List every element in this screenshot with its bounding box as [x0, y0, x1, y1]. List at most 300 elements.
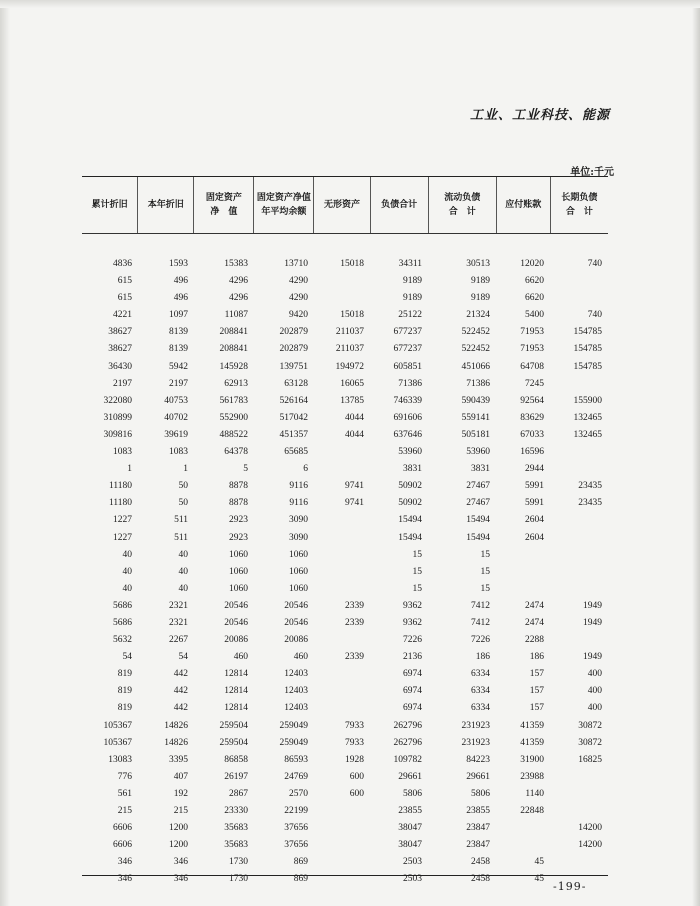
- table-cell: 5400: [525, 310, 544, 321]
- table-row: [82, 393, 608, 410]
- table-cell: 9741: [345, 498, 364, 509]
- table-row: [82, 444, 608, 461]
- table-cell: 202879: [279, 327, 308, 338]
- table-cell: 11180: [108, 481, 132, 492]
- table-cell: 1097: [169, 310, 188, 321]
- table-cell: 8139: [169, 344, 188, 355]
- table-cell: 7412: [471, 600, 490, 611]
- table-cell: 2570: [289, 788, 308, 799]
- table-row: [82, 581, 608, 598]
- table-cell: [550, 786, 608, 803]
- table-cell: 615: [117, 276, 132, 287]
- table-cell: 9420: [289, 310, 308, 321]
- table-cell: 4044: [345, 412, 364, 423]
- table-cell: [314, 547, 370, 564]
- table-cell: 2267: [169, 635, 188, 646]
- table-cell: 54: [178, 652, 188, 663]
- table-row: [82, 495, 608, 512]
- table-cell: 13083: [108, 754, 132, 765]
- table-cell: 54: [122, 652, 132, 663]
- table-cell: 45: [534, 857, 544, 868]
- table-header-rule: [82, 233, 608, 234]
- table-cell: 4044: [345, 429, 364, 440]
- table-row: [82, 478, 608, 495]
- table-cell: 1060: [289, 583, 308, 594]
- table-cell: 13785: [340, 395, 364, 406]
- table-cell: 460: [233, 652, 248, 663]
- table-cell: 6334: [471, 703, 490, 714]
- table-cell: 40: [178, 583, 188, 594]
- table-cell: 84223: [466, 754, 490, 765]
- table-cell: 12403: [284, 703, 308, 714]
- table-cell: 511: [174, 515, 188, 526]
- table-cell: 5686: [113, 617, 132, 628]
- table-cell: 62913: [224, 378, 248, 389]
- table-row: [82, 820, 608, 837]
- table-cell: 1949: [583, 652, 602, 663]
- table-cell: 208841: [219, 344, 248, 355]
- table-cell: 691606: [393, 412, 422, 423]
- scan-edge-left: [0, 0, 10, 906]
- table-cell: 552900: [219, 412, 248, 423]
- table-cell: 35683: [224, 840, 248, 851]
- table-cell: [550, 512, 608, 529]
- table-cell: 9362: [403, 617, 422, 628]
- table-cell: 7933: [345, 720, 364, 731]
- table-cell: 1: [127, 464, 132, 475]
- table-cell: 3831: [403, 464, 422, 475]
- table-cell: 4290: [289, 276, 308, 287]
- table-cell: 400: [587, 686, 602, 697]
- table-row: [82, 700, 608, 717]
- table-cell: 1060: [229, 583, 248, 594]
- table-row: [82, 461, 608, 478]
- table-cell: 40702: [164, 412, 188, 423]
- table-cell: 496: [173, 293, 188, 304]
- table-cell: 30513: [466, 259, 490, 269]
- table-cell: 14826: [164, 737, 188, 748]
- table-cell: 9189: [471, 276, 490, 287]
- table-cell: 488522: [219, 429, 248, 440]
- table-cell: [314, 666, 370, 683]
- table-cell: [550, 803, 608, 820]
- table-cell: 460: [293, 652, 308, 663]
- table-cell: 2503: [403, 857, 422, 868]
- table-cell: 776: [117, 771, 132, 782]
- table-cell: 400: [587, 703, 602, 714]
- table-cell: 3090: [289, 515, 308, 526]
- table-cell: 605851: [393, 361, 422, 372]
- table-cell: 24769: [284, 771, 308, 782]
- table-cell: 407: [173, 771, 188, 782]
- table-cell: 590439: [461, 395, 490, 406]
- table-cell: 23855: [466, 806, 490, 816]
- table-cell: [496, 547, 550, 564]
- table-cell: 53960: [398, 447, 422, 458]
- table-row: [82, 307, 608, 324]
- table-cell: 38627: [108, 344, 132, 355]
- table-cell: 211037: [335, 344, 364, 355]
- table-cell: 1730: [229, 857, 248, 868]
- table-cell: 20546: [224, 600, 248, 611]
- table-cell: 9189: [403, 293, 422, 304]
- table-cell: 5806: [471, 788, 490, 799]
- section-title: 工业、工业科技、能源: [469, 108, 610, 123]
- table-cell: 40: [122, 566, 132, 577]
- table-row: [82, 256, 608, 273]
- table-cell: 2197: [169, 378, 188, 389]
- table-cell: 15018: [340, 259, 364, 269]
- table-row: [82, 632, 608, 649]
- table-cell: 15383: [224, 259, 248, 269]
- table-cell: 2923: [229, 532, 248, 543]
- table-cell: 67033: [520, 429, 544, 440]
- table-cell: 21324: [466, 310, 490, 321]
- table-cell: 231923: [461, 737, 490, 748]
- table-cell: 2867: [229, 788, 248, 799]
- table-cell: 869: [293, 857, 308, 868]
- table-cell: 31900: [520, 754, 544, 765]
- table-cell: 1060: [289, 549, 308, 560]
- table-cell: 14826: [164, 720, 188, 731]
- column-header: 流动负债 合 计: [429, 177, 497, 233]
- column-header: 固定资产净值 年平均余额: [254, 177, 314, 233]
- table-cell: 517042: [279, 412, 308, 423]
- table-cell: 15: [480, 549, 490, 560]
- table-cell: 12814: [224, 703, 248, 714]
- table-cell: 1060: [229, 549, 248, 560]
- table-cell: 1200: [169, 840, 188, 851]
- table-cell: 25122: [398, 310, 422, 321]
- table-cell: 5806: [403, 788, 422, 799]
- scan-edge-right: [692, 0, 700, 906]
- table-cell: 37656: [284, 823, 308, 834]
- table-row: [82, 564, 608, 581]
- table-row: [82, 718, 608, 735]
- table-cell: 2197: [113, 378, 132, 389]
- table-cell: 20546: [284, 600, 308, 611]
- table-cell: 39619: [164, 429, 188, 440]
- table-cell: 14200: [578, 840, 602, 851]
- table-cell: 746339: [393, 395, 422, 406]
- table-cell: 41359: [520, 737, 544, 748]
- table-cell: 192: [173, 788, 188, 799]
- page-number: -199-: [553, 880, 587, 893]
- table-cell: 15: [480, 583, 490, 594]
- table-row: [82, 410, 608, 427]
- table-cell: 2474: [525, 600, 544, 611]
- column-header: 长期负债 合 计: [561, 193, 598, 217]
- table-cell: [550, 461, 608, 478]
- table-cell: 15: [412, 583, 422, 594]
- table-cell: [314, 564, 370, 581]
- table-cell: 2458: [471, 857, 490, 868]
- table-cell: 64708: [520, 361, 544, 372]
- table-cell: 309816: [103, 429, 132, 440]
- table-cell: [550, 547, 608, 564]
- table-cell: 3831: [471, 464, 490, 475]
- table-cell: 6974: [403, 686, 422, 697]
- table-cell: 442: [173, 686, 188, 697]
- table-cell: 819: [117, 669, 132, 680]
- column-header: 固定资产 净 值: [194, 177, 254, 233]
- table-cell: 16065: [340, 378, 364, 389]
- table-cell: 1060: [289, 566, 308, 577]
- table-cell: 11180: [108, 498, 132, 509]
- table-cell: 5991: [525, 498, 544, 509]
- table-cell: 819: [117, 686, 132, 697]
- table-cell: [550, 564, 608, 581]
- table-cell: 522452: [461, 344, 490, 355]
- table-cell: 2339: [345, 600, 364, 611]
- table-cell: 2339: [345, 617, 364, 628]
- table-cell: 6974: [403, 669, 422, 680]
- table-cell: 20546: [224, 617, 248, 628]
- table-cell: 208841: [219, 327, 248, 338]
- table-row: [82, 666, 608, 683]
- table-row: [82, 427, 608, 444]
- table-cell: 71386: [466, 378, 490, 389]
- table-cell: 231923: [461, 720, 490, 731]
- table-cell: [314, 290, 370, 307]
- table-cell: 1140: [525, 788, 544, 799]
- table-cell: 259049: [279, 720, 308, 731]
- table-cell: 45: [534, 874, 544, 885]
- table-cell: 511: [174, 532, 188, 543]
- table-cell: 637646: [393, 429, 422, 440]
- table-cell: 23435: [578, 498, 602, 509]
- table-cell: 154785: [573, 361, 602, 372]
- table-cell: 2604: [525, 515, 544, 526]
- table-cell: [314, 683, 370, 700]
- table-cell: 211037: [335, 327, 364, 338]
- table-cell: [550, 444, 608, 461]
- table-cell: 561: [117, 788, 132, 799]
- table-cell: 1730: [229, 874, 248, 885]
- table-cell: 9116: [289, 481, 308, 492]
- table-cell: 92564: [520, 395, 544, 406]
- table-cell: [496, 820, 550, 837]
- table-cell: 9189: [403, 276, 422, 287]
- table-cell: 5: [243, 464, 248, 475]
- table-cell: 7412: [471, 617, 490, 628]
- table-cell: 29661: [398, 771, 422, 782]
- table-cell: 310899: [103, 412, 132, 423]
- table-cell: 400: [587, 669, 602, 680]
- table-cell: 4296: [229, 276, 248, 287]
- table-cell: 740: [587, 259, 602, 269]
- table-cell: 23847: [466, 840, 490, 851]
- table-cell: 1083: [113, 447, 132, 458]
- table-row: [82, 786, 608, 803]
- table-cell: [550, 854, 608, 871]
- table-row: [82, 512, 608, 529]
- table-cell: 2321: [169, 600, 188, 611]
- table-cell: 4290: [289, 293, 308, 304]
- table-cell: [314, 461, 370, 478]
- table-cell: 64378: [224, 447, 248, 458]
- table-cell: 15494: [398, 532, 422, 543]
- table-cell: 2923: [229, 515, 248, 526]
- table-cell: 40: [122, 549, 132, 560]
- table-cell: 1: [183, 464, 188, 475]
- table-cell: [496, 837, 550, 854]
- table-cell: 194972: [335, 361, 364, 372]
- table-cell: 71953: [520, 344, 544, 355]
- table-cell: [550, 376, 608, 393]
- table-cell: 262796: [393, 720, 422, 731]
- table-cell: 559141: [461, 412, 490, 423]
- table-cell: 12814: [224, 686, 248, 697]
- table-cell: 2136: [403, 652, 422, 663]
- table-cell: [550, 530, 608, 547]
- table-row: [82, 290, 608, 307]
- table-cell: 215: [117, 806, 132, 816]
- table-cell: 5686: [113, 600, 132, 611]
- table-cell: 15018: [340, 310, 364, 321]
- table-cell: [314, 444, 370, 461]
- table-cell: [550, 581, 608, 598]
- table-cell: 30872: [578, 720, 602, 731]
- table-cell: 6334: [471, 686, 490, 697]
- table-cell: 37656: [284, 840, 308, 851]
- column-header: 无形资产: [314, 177, 370, 233]
- table-cell: 322080: [103, 395, 132, 406]
- table-cell: [314, 854, 370, 871]
- column-header: 本年折旧: [138, 177, 194, 233]
- table-cell: 740: [587, 310, 602, 321]
- table-cell: 1949: [583, 617, 602, 628]
- table-cell: 15: [412, 566, 422, 577]
- table-cell: 1227: [113, 532, 132, 543]
- table-row: [82, 273, 608, 290]
- unit-label: 单位:千元: [570, 167, 614, 178]
- table-cell: 12020: [520, 259, 544, 269]
- table-cell: 7226: [403, 635, 422, 646]
- table-cell: 4296: [229, 293, 248, 304]
- table-cell: 109782: [393, 754, 422, 765]
- table-cell: 4836: [113, 259, 132, 269]
- table-cell: 27467: [466, 498, 490, 509]
- table-cell: 26197: [224, 771, 248, 782]
- table-cell: 27467: [466, 481, 490, 492]
- table-cell: 35683: [224, 823, 248, 834]
- table-cell: [550, 290, 608, 307]
- table-cell: 9189: [471, 293, 490, 304]
- table-row: [82, 376, 608, 393]
- table-cell: 819: [117, 703, 132, 714]
- table-cell: 132465: [573, 412, 602, 423]
- table-cell: [314, 632, 370, 649]
- table-cell: 1200: [169, 823, 188, 834]
- table-cell: [496, 581, 550, 598]
- table-cell: [550, 632, 608, 649]
- table-cell: 154785: [573, 344, 602, 355]
- table-cell: [314, 871, 370, 888]
- table-row: [82, 735, 608, 752]
- table-cell: 50902: [398, 481, 422, 492]
- table-cell: 6974: [403, 703, 422, 714]
- table-cell: 50902: [398, 498, 422, 509]
- table-cell: 34311: [398, 259, 422, 269]
- table-row: [82, 854, 608, 871]
- table-cell: 13710: [284, 259, 308, 269]
- table-cell: 8878: [229, 498, 248, 509]
- table-cell: 15494: [466, 532, 490, 543]
- table-cell: 2944: [525, 464, 544, 475]
- table-cell: 71386: [398, 378, 422, 389]
- table-cell: 8139: [169, 327, 188, 338]
- table-cell: 20086: [284, 635, 308, 646]
- table-cell: 1928: [345, 754, 364, 765]
- table-cell: 86858: [224, 754, 248, 765]
- table-row: [82, 649, 608, 666]
- table-cell: 451357: [279, 429, 308, 440]
- table-cell: 154785: [573, 327, 602, 338]
- table-cell: 2503: [403, 874, 422, 885]
- table-cell: 677237: [393, 344, 422, 355]
- table-cell: [314, 512, 370, 529]
- table-cell: 5942: [169, 361, 188, 372]
- table-cell: 346: [117, 857, 132, 868]
- table-cell: 259504: [219, 737, 248, 748]
- table-cell: 1593: [169, 259, 188, 269]
- table-cell: 12814: [224, 669, 248, 680]
- table-cell: 259504: [219, 720, 248, 731]
- table-cell: 1949: [583, 600, 602, 611]
- table-cell: 20086: [224, 635, 248, 646]
- table-cell: 3090: [289, 532, 308, 543]
- table-cell: 20546: [284, 617, 308, 628]
- table-cell: 40: [178, 549, 188, 560]
- table-cell: 4221: [113, 310, 132, 321]
- table-cell: 9362: [403, 600, 422, 611]
- table-cell: 505181: [461, 429, 490, 440]
- table-cell: 522452: [461, 327, 490, 338]
- table-cell: 23330: [224, 806, 248, 816]
- table-cell: 869: [293, 874, 308, 885]
- table-cell: 12403: [284, 686, 308, 697]
- table-cell: 1083: [169, 447, 188, 458]
- table-cell: 7245: [525, 378, 544, 389]
- table-cell: 40: [122, 583, 132, 594]
- table-cell: 1060: [229, 566, 248, 577]
- table-cell: 202879: [279, 344, 308, 355]
- table-header: [82, 177, 608, 233]
- table-cell: 83629: [520, 412, 544, 423]
- table-cell: 215: [173, 806, 188, 816]
- column-header: 负债合计: [371, 177, 429, 233]
- table-cell: 451066: [461, 361, 490, 372]
- table-cell: 600: [349, 788, 364, 799]
- table-cell: 63128: [284, 378, 308, 389]
- table-cell: 38047: [398, 840, 422, 851]
- table-cell: 6606: [113, 823, 132, 834]
- table-cell: [550, 769, 608, 786]
- table-cell: 600: [349, 771, 364, 782]
- table-row: [82, 359, 608, 376]
- table-cell: 677237: [393, 327, 422, 338]
- table-cell: 71953: [520, 327, 544, 338]
- table-bottom-rule: [82, 875, 608, 876]
- table-cell: 6: [303, 464, 308, 475]
- table-cell: 526164: [279, 395, 308, 406]
- table-cell: 23988: [520, 771, 544, 782]
- table-cell: 6334: [471, 669, 490, 680]
- table-cell: 23847: [466, 823, 490, 834]
- table-cell: 259049: [279, 737, 308, 748]
- table-cell: 186: [475, 652, 490, 663]
